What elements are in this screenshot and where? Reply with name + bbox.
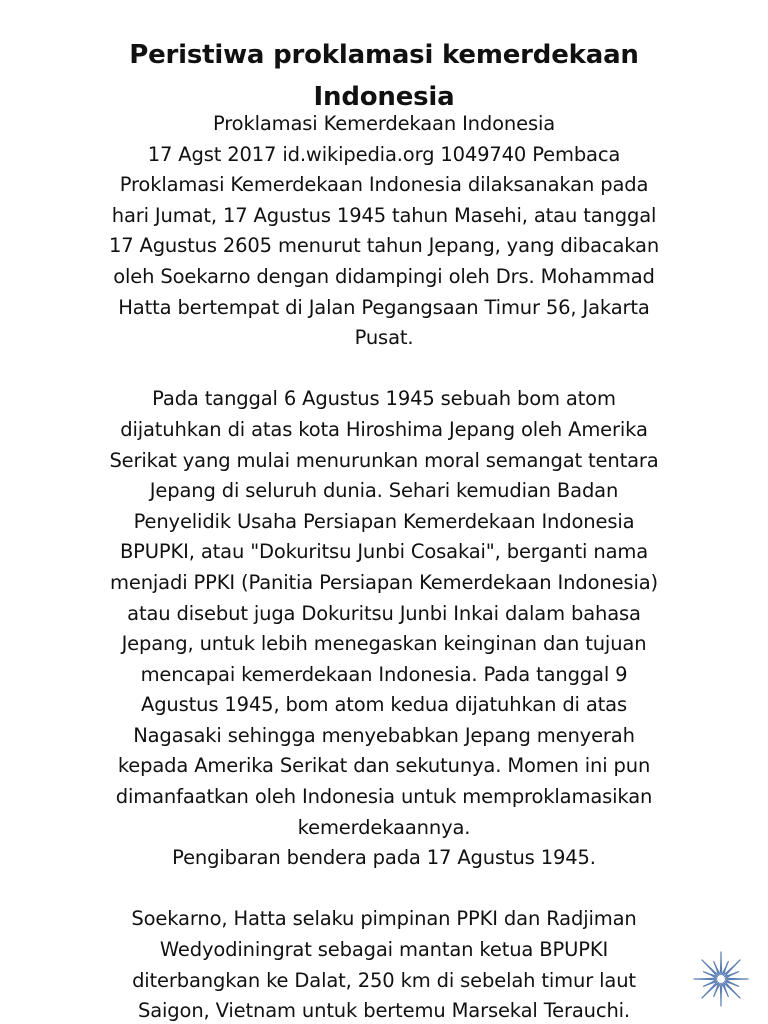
body-text-line: dimanfaatkan oleh Indonesia untuk memproklamasikan bbox=[115, 785, 653, 809]
body-text-line: kemerdekaannya. bbox=[297, 815, 471, 839]
paragraph-spacer bbox=[60, 874, 708, 905]
body-text-line: menjadi PPKI (Panitia Persiapan Kemerdekaan Indonesia) bbox=[110, 570, 658, 594]
document-title-line: Peristiwa proklamasi kemerdekaan bbox=[129, 40, 639, 70]
body-text-line: Pusat. bbox=[354, 326, 414, 350]
body-text-line: Jepang di seluruh dunia. Sehari kemudian Badan bbox=[149, 479, 619, 503]
body-text-line: 17 Agustus 2605 menurut tahun Jepang, yang dibacakan bbox=[108, 234, 660, 258]
starburst-ray bbox=[725, 978, 748, 980]
body-text-line: BPUPKI, atau "Dokuritsu Junbi Cosakai", berganti nama bbox=[119, 540, 649, 564]
body-text-line: Saigon, Vietnam untuk bertemu Marsekal Terauchi. bbox=[138, 999, 630, 1023]
starburst-icon bbox=[692, 950, 750, 1008]
body-text-line: Serikat yang mulai menurunkan moral semangat tentara bbox=[109, 448, 659, 472]
starburst-ray bbox=[720, 983, 722, 1006]
body-text-line: Agustus 1945, bom atom kedua dijatuhkan di atas bbox=[141, 693, 627, 717]
body-text-line: Jepang, untuk lebih menegaskan keinginan dan tujuan bbox=[121, 632, 647, 656]
body-text-line: Nagasaki sehingga menyebabkan Jepang menyerah bbox=[133, 723, 635, 747]
body-text-line: mencapai kemerdekaan Indonesia. Pada tanggal 9 bbox=[140, 662, 628, 686]
body-text-line: Proklamasi Kemerdekaan Indonesia dilaksanakan pada bbox=[119, 173, 649, 197]
body-text-line: Soekarno, Hatta selaku pimpinan PPKI dan Radjiman bbox=[131, 907, 637, 931]
body-text-line: diterbangkan ke Dalat, 250 km di sebelah timur laut bbox=[132, 968, 636, 992]
body-text-line: Pada tanggal 6 Agustus 1945 sebuah bom atom bbox=[152, 387, 616, 411]
starburst-ray bbox=[694, 978, 717, 980]
body-text-line: Proklamasi Kemerdekaan Indonesia bbox=[212, 112, 556, 135]
body-text-line: Wedyodiningrat sebagai mantan ketua BPUPKI bbox=[159, 938, 609, 962]
starburst-ray bbox=[720, 952, 722, 975]
body-text-line: dijatuhkan di atas kota Hiroshima Jepang oleh Amerika bbox=[120, 417, 648, 441]
document-body bbox=[60, 109, 708, 1024]
body-text-line: hari Jumat, 17 Agustus 1945 tahun Masehi, atau tanggal bbox=[111, 203, 657, 227]
body-text-line: Pengibaran bendera pada 17 Agustus 1945. bbox=[172, 846, 596, 870]
body-text-line: oleh Soekarno dengan didampingi oleh Drs. Mohammad bbox=[113, 264, 655, 288]
body-text-line: Hatta bertempat di Jalan Pegangsaan Timur 56, Jakarta bbox=[118, 295, 650, 319]
body-text-line: atau disebut juga Dokuritsu Junbi Inkai dalam bahasa bbox=[127, 601, 641, 625]
paragraph-spacer bbox=[60, 354, 708, 385]
body-text-line: kepada Amerika Serikat dan sekutunya. Momen ini pun bbox=[117, 754, 651, 778]
body-text-line: 17 Agst 2017 id.wikipedia.org 1049740 Pembaca bbox=[147, 142, 621, 166]
body-text-line: Penyelidik Usaha Persiapan Kemerdekaan Indonesia bbox=[133, 509, 635, 533]
document-title-line: Indonesia bbox=[313, 82, 455, 112]
document-title bbox=[60, 34, 708, 118]
